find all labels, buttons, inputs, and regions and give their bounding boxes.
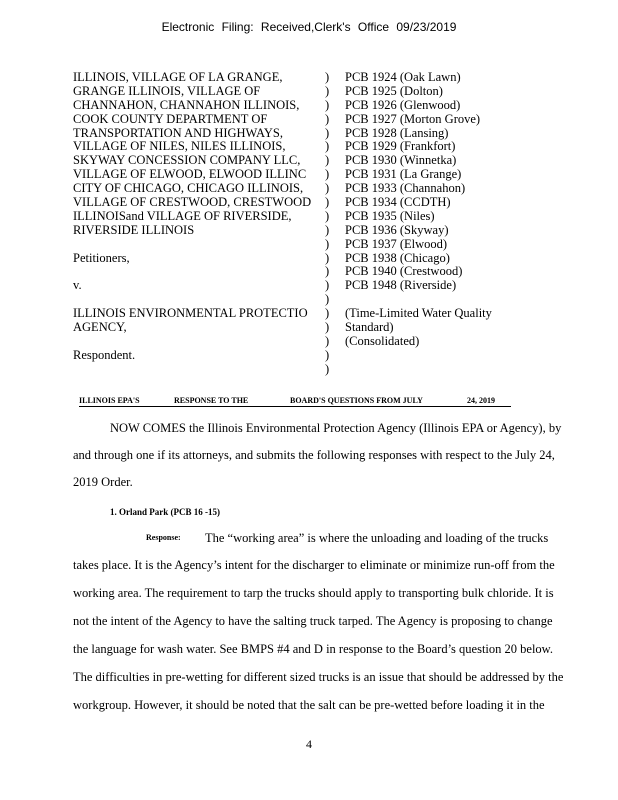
caption-paren: ) <box>325 250 330 265</box>
caption-case-line: PCB 1933 (Channahon) <box>345 181 466 196</box>
caption-paren: ) <box>325 264 330 279</box>
caption-paren: ) <box>325 83 330 98</box>
caption-party-line: TRANSPORTATION AND HIGHWAYS, <box>73 125 283 140</box>
caption-paren: ) <box>325 236 330 251</box>
caption-parties <box>73 71 328 377</box>
caption-parentheses <box>325 71 335 377</box>
caption-party-line: VILLAGE OF CRESTWOOD, CRESTWOOD <box>73 195 312 210</box>
caption-case-line: (Consolidated) <box>345 333 420 348</box>
caption-party-line: SKYWAY CONCESSION COMPANY LLC, <box>73 153 301 168</box>
caption-paren: ) <box>325 70 330 84</box>
caption-paren: ) <box>325 139 330 154</box>
caption-paren: ) <box>325 292 330 307</box>
caption-party-line <box>73 265 328 279</box>
caption-paren: ) <box>325 278 330 293</box>
caption-paren: ) <box>325 208 330 223</box>
caption-party-line: CHANNAHON, CHANNAHON ILLINOIS, <box>73 97 300 112</box>
caption-party-line: RIVERSIDE ILLINOIS <box>73 222 195 237</box>
caption-paren: ) <box>325 195 330 210</box>
caption-case-line: PCB 1928 (Lansing) <box>345 125 449 140</box>
caption-party-line: VILLAGE OF ELWOOD, ELWOOD ILLINC <box>73 167 307 182</box>
caption-party-line: GRANGE ILLINOIS, VILLAGE OF <box>73 83 261 98</box>
caption-case-line: PCB 1931 (La Grange) <box>345 167 462 182</box>
caption-case-line: Standard) <box>345 320 394 335</box>
filing-stamp-header: Electronic Filing: Received,Clerk's Office 09/23/2019 <box>161 20 457 34</box>
response-line-1: takes place. It is the Agency’s intent for the discharger to eliminate or minimize run-off from the <box>73 558 555 572</box>
caption-paren: ) <box>325 153 330 168</box>
caption-paren: ) <box>325 111 330 126</box>
caption-case-line: PCB 1948 (Riverside) <box>345 278 457 293</box>
caption-case-line: PCB 1930 (Winnetka) <box>345 153 457 168</box>
caption-party-line: COOK COUNTY DEPARTMENT OF <box>73 111 268 126</box>
title-part-4: 24, 2019 <box>467 396 495 405</box>
caption-party-line <box>73 293 328 307</box>
caption-case-line: PCB 1938 (Chicago) <box>345 250 450 265</box>
caption-case-line <box>345 349 545 363</box>
caption-paren: ) <box>325 125 330 140</box>
caption-party-line: VILLAGE OF NILES, NILES ILLINOIS, <box>73 139 286 154</box>
caption-case-line: (Time-Limited Water Quality <box>345 306 492 321</box>
caption-party-line: Respondent. <box>73 347 136 362</box>
response-line-4: the language for wash water. See BMPS #4 and D in response to the Board’s question 20 below. <box>73 642 554 656</box>
response-line-6: workgroup. However, it should be noted that the salt can be pre-wetted before loading it in the <box>73 698 545 712</box>
caption-paren: ) <box>325 347 330 362</box>
caption-case-line: PCB 1924 (Oak Lawn) <box>345 70 461 84</box>
title-part-1: ILLINOIS EPA'S <box>79 396 140 405</box>
response-first-line: The “working area” is where the unloading and loading of the trucks <box>205 531 549 545</box>
caption-case-line: PCB 1934 (CCDTH) <box>345 195 451 210</box>
caption-paren: ) <box>325 222 330 237</box>
caption-paren: ) <box>325 97 330 112</box>
caption-paren: ) <box>325 181 330 196</box>
intro-line-1: NOW COMES the Illinois Environmental Protection Agency (Illinois EPA or Agency), by <box>110 421 562 435</box>
caption-case-numbers <box>345 71 545 377</box>
caption-paren: ) <box>325 306 330 321</box>
caption-case-line <box>345 363 545 377</box>
caption-party-line <box>73 335 328 349</box>
caption-case-line: PCB 1936 (Skyway) <box>345 222 449 237</box>
caption-party-line <box>73 238 328 252</box>
caption-party-line: ILLINOIS ENVIRONMENTAL PROTECTIO <box>73 306 308 321</box>
caption-paren: ) <box>325 333 330 348</box>
caption-case-line: PCB 1925 (Dolton) <box>345 83 443 98</box>
item-1-heading: 1. Orland Park (PCB 16 -15) <box>110 507 220 517</box>
caption-party-line: ILLINOIS, VILLAGE OF LA GRANGE, <box>73 70 283 84</box>
caption-paren: ) <box>325 361 330 376</box>
caption-paren: ) <box>325 320 330 335</box>
caption-case-line <box>345 293 545 307</box>
intro-line-3: 2019 Order. <box>73 475 133 489</box>
document-title <box>79 396 511 407</box>
caption-party-line: ILLINOISand VILLAGE OF RIVERSIDE, <box>73 208 292 223</box>
caption-party-line: AGENCY, <box>73 320 127 335</box>
caption-case-line: PCB 1927 (Morton Grove) <box>345 111 481 126</box>
caption-party-line: Petitioners, <box>73 250 130 265</box>
title-part-2: RESPONSE TO THE <box>174 396 249 405</box>
caption-case-line: PCB 1935 (Niles) <box>345 208 435 223</box>
page-number: 4 <box>306 737 312 751</box>
intro-line-2: and through one if its attorneys, and submits the following responses with respect to the July 24, <box>73 448 555 462</box>
caption-party-line: v. <box>73 278 82 293</box>
caption-case-line: PCB 1937 (Elwood) <box>345 236 448 251</box>
response-line-3: not the intent of the Agency to have the salting truck tarped. The Agency is proposing to change <box>73 614 553 628</box>
caption-paren: ) <box>325 167 330 182</box>
title-part-3: BOARD'S QUESTIONS FROM JULY <box>290 396 423 405</box>
caption-case-line: PCB 1940 (Crestwood) <box>345 264 463 279</box>
response-line-2: working area. The requirement to tarp the trucks should apply to transporting bulk chloride. It is <box>73 586 554 600</box>
response-label: Response: <box>146 533 181 542</box>
caption-case-line: PCB 1929 (Frankfort) <box>345 139 456 154</box>
caption-case-line: PCB 1926 (Glenwood) <box>345 97 461 112</box>
response-line-5: The difficulties in pre-wetting for different sized trucks is an issue that should be addressed by the <box>73 670 564 684</box>
caption-party-line <box>73 363 328 377</box>
caption-party-line: CITY OF CHICAGO, CHICAGO ILLINOIS, <box>73 181 304 196</box>
